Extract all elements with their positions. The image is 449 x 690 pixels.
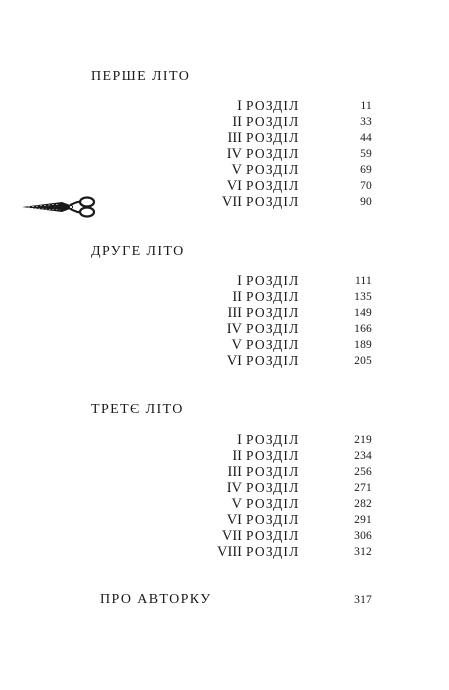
chapter-label: РОЗДІЛ xyxy=(246,273,300,288)
chapter-label: РОЗДІЛ xyxy=(246,432,300,447)
chapter-label: РОЗДІЛ xyxy=(246,321,300,336)
page-number: 135 xyxy=(354,291,372,303)
page-number: 256 xyxy=(354,466,372,478)
page-number: 282 xyxy=(354,498,372,510)
toc-entry[interactable] xyxy=(160,273,372,289)
chapter-label: РОЗДІЛ xyxy=(246,178,300,193)
chapter-number: III xyxy=(227,464,242,480)
toc-entry[interactable] xyxy=(160,146,372,162)
chapter-label: РОЗДІЛ xyxy=(246,130,300,145)
chapter-list-third-summer xyxy=(160,432,372,560)
toc-entry[interactable] xyxy=(160,464,372,480)
chapter-number: VI xyxy=(226,178,242,194)
toc-entry[interactable] xyxy=(160,528,372,544)
page-number: 271 xyxy=(354,482,372,494)
page-number: 317 xyxy=(354,594,372,606)
chapter-number: IV xyxy=(226,321,242,337)
chapter-number: IV xyxy=(226,146,242,162)
chapter-number: III xyxy=(227,305,242,321)
scissors-icon xyxy=(20,196,100,218)
chapter-label: РОЗДІЛ xyxy=(246,353,300,368)
chapter-number: V xyxy=(231,162,242,178)
chapter-number: VI xyxy=(226,353,242,369)
chapter-label: РОЗДІЛ xyxy=(246,98,300,113)
toc-entry[interactable] xyxy=(160,305,372,321)
chapter-label: РОЗДІЛ xyxy=(246,448,300,463)
page-number: 166 xyxy=(354,323,372,335)
section-title-second-summer: ДРУГЕ ЛІТО xyxy=(91,244,185,259)
toc-entry[interactable] xyxy=(160,432,372,448)
toc-entry[interactable] xyxy=(160,194,372,210)
chapter-number: V xyxy=(231,337,242,353)
chapter-number: VIII xyxy=(217,544,242,560)
chapter-label: РОЗДІЛ xyxy=(246,194,300,209)
page-number: 291 xyxy=(354,514,372,526)
page-number: 306 xyxy=(354,530,372,542)
chapter-number: VII xyxy=(221,528,242,544)
page-number: 205 xyxy=(354,355,372,367)
page-number: 189 xyxy=(354,339,372,351)
chapter-label: РОЗДІЛ xyxy=(246,528,300,543)
chapter-number: II xyxy=(232,448,242,464)
section-title-third-summer: ТРЕТЄ ЛІТО xyxy=(91,402,184,417)
chapter-label: РОЗДІЛ xyxy=(246,480,300,495)
chapter-number: II xyxy=(232,289,242,305)
toc-entry[interactable] xyxy=(160,496,372,512)
page-number: 90 xyxy=(360,196,372,208)
toc-entry[interactable] xyxy=(160,337,372,353)
chapter-label: РОЗДІЛ xyxy=(246,464,300,479)
page-number: 219 xyxy=(354,434,372,446)
chapter-number: III xyxy=(227,130,242,146)
chapter-list-second-summer xyxy=(160,273,372,369)
toc-entry[interactable] xyxy=(160,512,372,528)
chapter-number: II xyxy=(232,114,242,130)
page-number: 70 xyxy=(360,180,372,192)
chapter-label: РОЗДІЛ xyxy=(246,114,300,129)
page-number: 11 xyxy=(360,100,372,112)
page-number: 33 xyxy=(360,116,372,128)
page-number: 69 xyxy=(360,164,372,176)
chapter-list-first-summer xyxy=(160,98,372,210)
toc-entry[interactable] xyxy=(160,130,372,146)
chapter-label: РОЗДІЛ xyxy=(246,544,300,559)
chapter-number: I xyxy=(237,98,242,114)
chapter-number: V xyxy=(231,496,242,512)
chapter-label: РОЗДІЛ xyxy=(246,162,300,177)
toc-entry-about-author[interactable] xyxy=(100,592,372,608)
page-number: 312 xyxy=(354,546,372,558)
chapter-label: РОЗДІЛ xyxy=(246,146,300,161)
chapter-label: РОЗДІЛ xyxy=(246,496,300,511)
chapter-label: РОЗДІЛ xyxy=(246,289,300,304)
toc-entry[interactable] xyxy=(160,353,372,369)
chapter-label: РОЗДІЛ xyxy=(246,337,300,352)
page-number: 59 xyxy=(360,148,372,160)
chapter-number: IV xyxy=(226,480,242,496)
toc-entry[interactable] xyxy=(160,162,372,178)
toc-entry[interactable] xyxy=(160,321,372,337)
chapter-number: I xyxy=(237,273,242,289)
page-number: 149 xyxy=(354,307,372,319)
section-title-first-summer: ПЕРШЕ ЛІТО xyxy=(91,69,191,84)
page-number: 234 xyxy=(354,450,372,462)
toc-entry[interactable] xyxy=(160,114,372,130)
toc-entry[interactable] xyxy=(160,289,372,305)
chapter-number: I xyxy=(237,432,242,448)
chapter-label: РОЗДІЛ xyxy=(246,305,300,320)
chapter-number: VII xyxy=(221,194,242,210)
toc-entry[interactable] xyxy=(160,448,372,464)
toc-entry[interactable] xyxy=(160,178,372,194)
toc-entry[interactable] xyxy=(160,480,372,496)
page-number: 44 xyxy=(360,132,372,144)
about-author-label: ПРО АВТОРКУ xyxy=(100,592,212,607)
chapter-number: VI xyxy=(226,512,242,528)
chapter-label: РОЗДІЛ xyxy=(246,512,300,527)
toc-entry[interactable] xyxy=(160,98,372,114)
toc-entry[interactable] xyxy=(160,544,372,560)
page-number: 111 xyxy=(355,275,372,287)
